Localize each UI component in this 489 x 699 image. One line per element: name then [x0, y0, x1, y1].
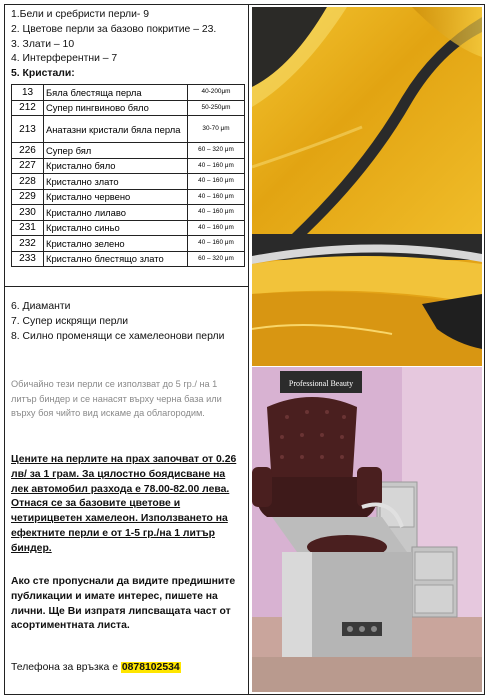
- crystal-name: Супер бял: [44, 143, 188, 159]
- crystal-size: 60 – 320 μm: [188, 143, 245, 159]
- crystal-code: 213: [12, 116, 44, 143]
- crystal-size: 40 – 160 μm: [188, 220, 245, 236]
- crystal-code: 230: [12, 205, 44, 221]
- crystal-size: 30-70 μm: [188, 116, 245, 143]
- phone-number: 0878102534: [121, 662, 180, 673]
- list-item: 8. Силно променящи се хамелеонови перли: [11, 330, 225, 342]
- prices-paragraph: [11, 453, 243, 557]
- list-item: 3. Злати – 10: [11, 38, 75, 50]
- section-divider: [4, 286, 249, 287]
- crystal-size: 60 – 320 μm: [188, 251, 245, 267]
- list-item: 2. Цветове перли за базово покритие – 23.: [11, 23, 217, 35]
- crystal-size: 40-200μm: [188, 85, 245, 101]
- car-front-photo: [252, 234, 482, 366]
- table-row: [12, 220, 245, 236]
- crystal-code: 13: [12, 85, 44, 101]
- table-row: [12, 174, 245, 190]
- table-row: [12, 116, 245, 143]
- crystal-name: Кристално лилаво: [44, 205, 188, 221]
- crystal-code: 233: [12, 251, 44, 267]
- table-row: [12, 100, 245, 116]
- table-row: [12, 143, 245, 159]
- table-row: [12, 189, 245, 205]
- crystal-name: Бяла блестяща перла: [44, 85, 188, 101]
- crystal-name: Кристално злато: [44, 174, 188, 190]
- crystal-name: Кристално синьо: [44, 220, 188, 236]
- table-row: [12, 205, 245, 221]
- crystal-size: 50-250μm: [188, 100, 245, 116]
- crystal-size: 40 – 160 μm: [188, 236, 245, 252]
- phone-label: Телефона за връзка е: [11, 662, 121, 673]
- crystal-name: Кристално зелено: [44, 236, 188, 252]
- crystal-name: Анатазни кристали бяла перла: [44, 116, 188, 143]
- list-item: 6. Диаманти: [11, 301, 71, 312]
- table-row: [12, 236, 245, 252]
- car-hood-photo: [252, 7, 482, 234]
- crystal-size: 40 – 160 μm: [188, 205, 245, 221]
- column-divider: [248, 4, 249, 695]
- crystal-code: 226: [12, 143, 44, 159]
- table-row: [12, 158, 245, 174]
- crystal-name: Кристално червено: [44, 189, 188, 205]
- price-per-gram: 0.26 лв/: [11, 454, 237, 480]
- table-row: [12, 251, 245, 267]
- table-row: [12, 85, 245, 101]
- crystal-code: 212: [12, 100, 44, 116]
- prices-text-c: за 1 грам. За цялостно боядисване на лек автомобил разхода е 78.00-82.00 лева. Отнася се за базовите цветове и четирицветен хамелеон. Използването на ефектните перли е от 1-5 гр./на 1 литър биндер.: [11, 468, 230, 554]
- crystal-name: Кристално блестящо злато: [44, 251, 188, 267]
- crystal-code: 227: [12, 158, 44, 174]
- pedicure-chair-photo: [252, 367, 482, 692]
- crystal-size: 40 – 160 μm: [188, 174, 245, 190]
- crystal-code: 228: [12, 174, 44, 190]
- list-item-crystals-heading: 5. Кристали:: [11, 68, 75, 80]
- list-item: 4. Интерферентни – 7: [11, 53, 118, 65]
- crystals-table: [11, 84, 245, 267]
- crystal-code: 231: [12, 220, 44, 236]
- crystal-size: 40 – 160 μm: [188, 158, 245, 174]
- usage-paragraph: Обичайно тези перли се използват до 5 гр./ на 1 литър биндер и се нанасят върху черна база или върху боя чийто вид искаме да облагородим.: [11, 379, 222, 419]
- crystal-name: Супер пингвиново бяло: [44, 100, 188, 116]
- list-item: 7. Супер искрящи перли: [11, 315, 129, 327]
- prices-text-a: Цените на перлите на прах започват от: [11, 454, 217, 465]
- crystal-size: 40 – 160 μm: [188, 189, 245, 205]
- sign-text: Professional Beauty: [288, 379, 354, 388]
- crystal-code: 232: [12, 236, 44, 252]
- note-paragraph: Ако сте пропуснали да видите предишните публикации и имате интерес, пишете на лични. Ще Ви изпратя липсващата част от асортиментната листа.: [11, 576, 236, 632]
- pearl-categories-list-continued: [11, 300, 243, 344]
- pearl-categories-list: [11, 8, 243, 82]
- contact-line: [11, 661, 243, 676]
- crystal-name: Кристално бяло: [44, 158, 188, 174]
- list-item: 1.Бели и сребристи перли- 9: [11, 9, 149, 20]
- crystal-code: 229: [12, 189, 44, 205]
